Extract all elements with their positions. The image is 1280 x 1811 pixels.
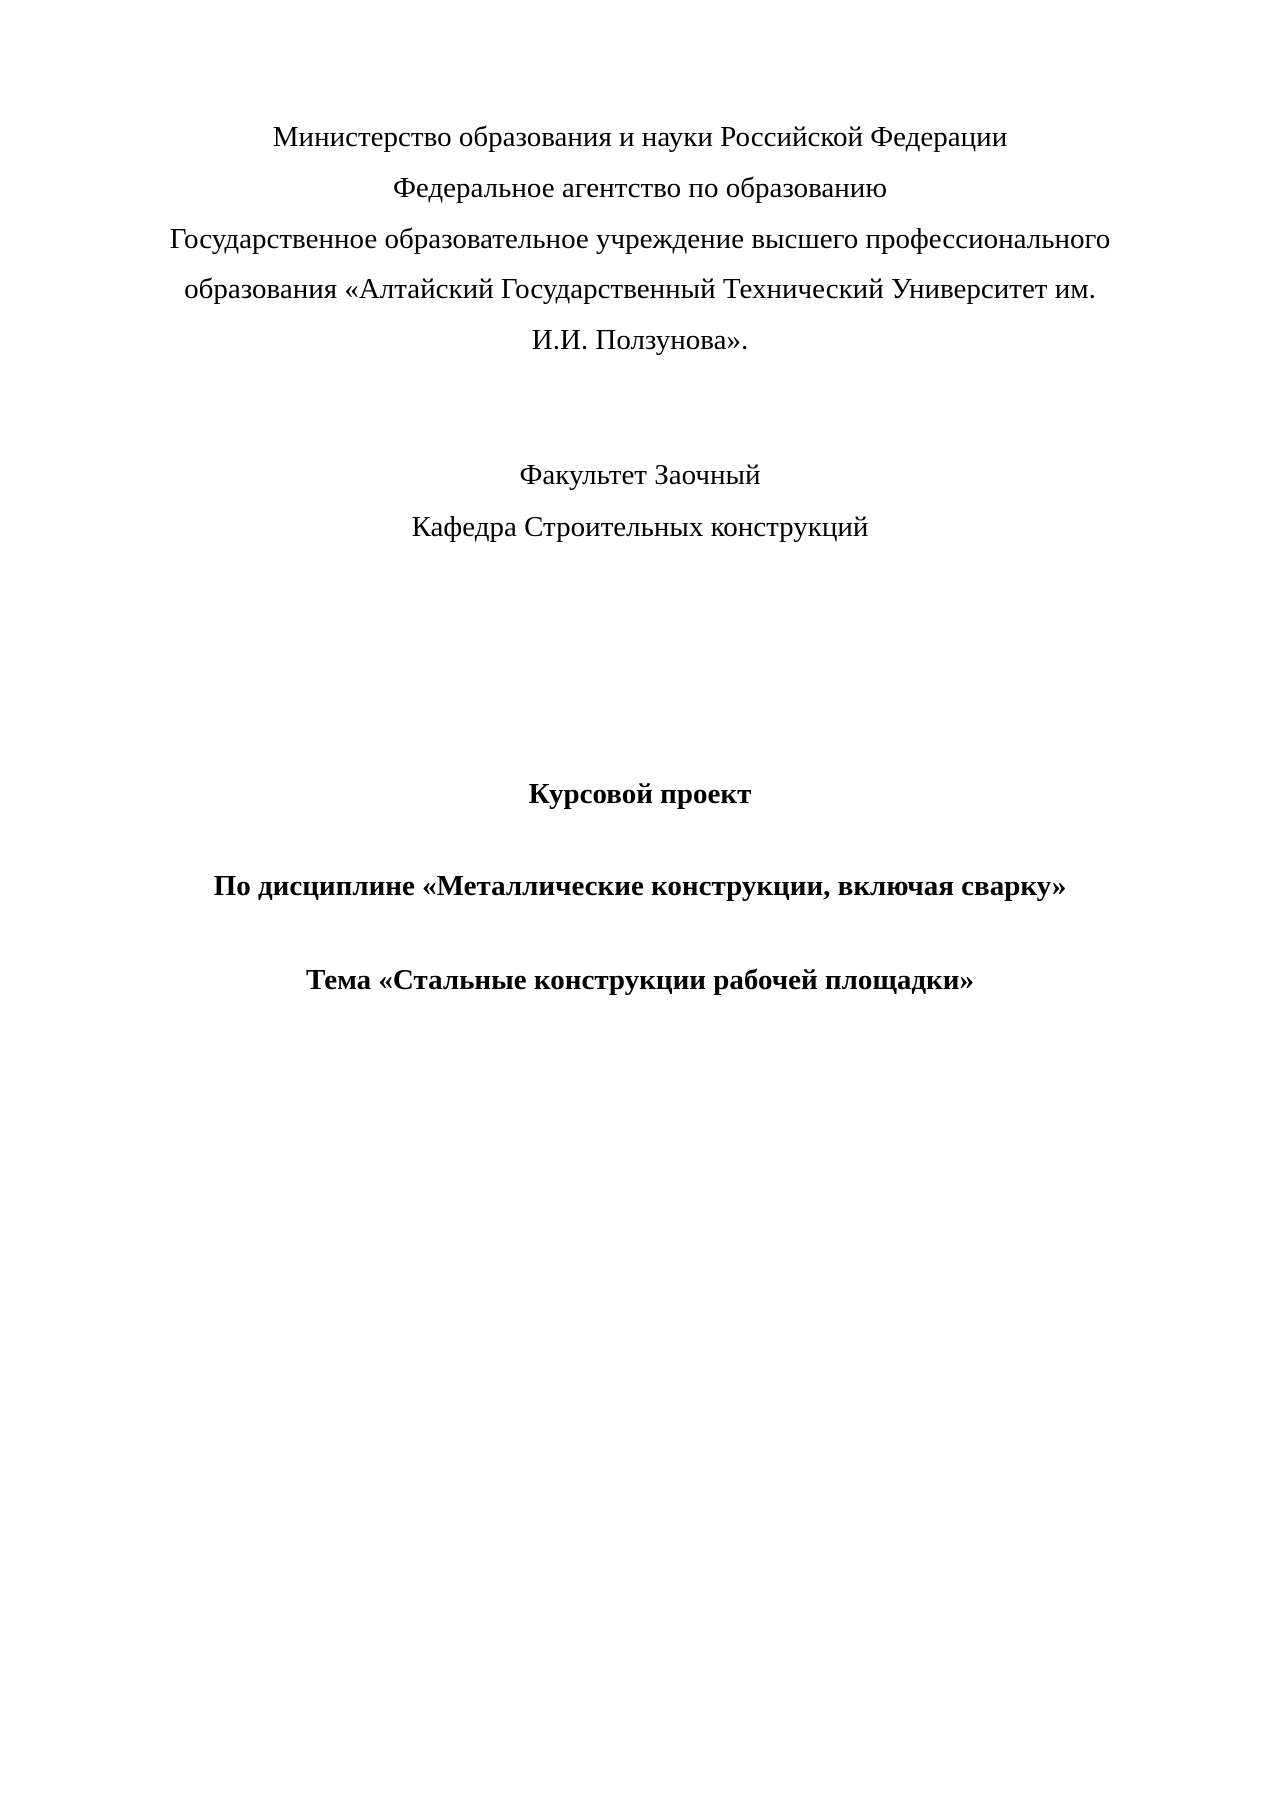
ministry-line: Министерство образования и науки Российской Федерации bbox=[272, 121, 1008, 153]
institution-line-3: И.И. Ползунова». bbox=[531, 324, 749, 356]
chair-line: Кафедра Строительных конструкций bbox=[411, 511, 869, 543]
faculty-line: Факультет Заочный bbox=[519, 459, 761, 491]
topic-title: Тема «Стальные конструкции рабочей площадки» bbox=[306, 964, 974, 996]
institution-line-2: образования «Алтайский Государственный Технический Университет им. bbox=[184, 273, 1096, 305]
work-type-title: Курсовой проект bbox=[528, 778, 752, 810]
agency-line: Федеральное агентство по образованию bbox=[392, 172, 887, 204]
discipline-title: По дисциплине «Металлические конструкции, включая сварку» bbox=[213, 870, 1067, 902]
institution-line-1: Государственное образовательное учреждение высшего профессионального bbox=[169, 223, 1111, 255]
